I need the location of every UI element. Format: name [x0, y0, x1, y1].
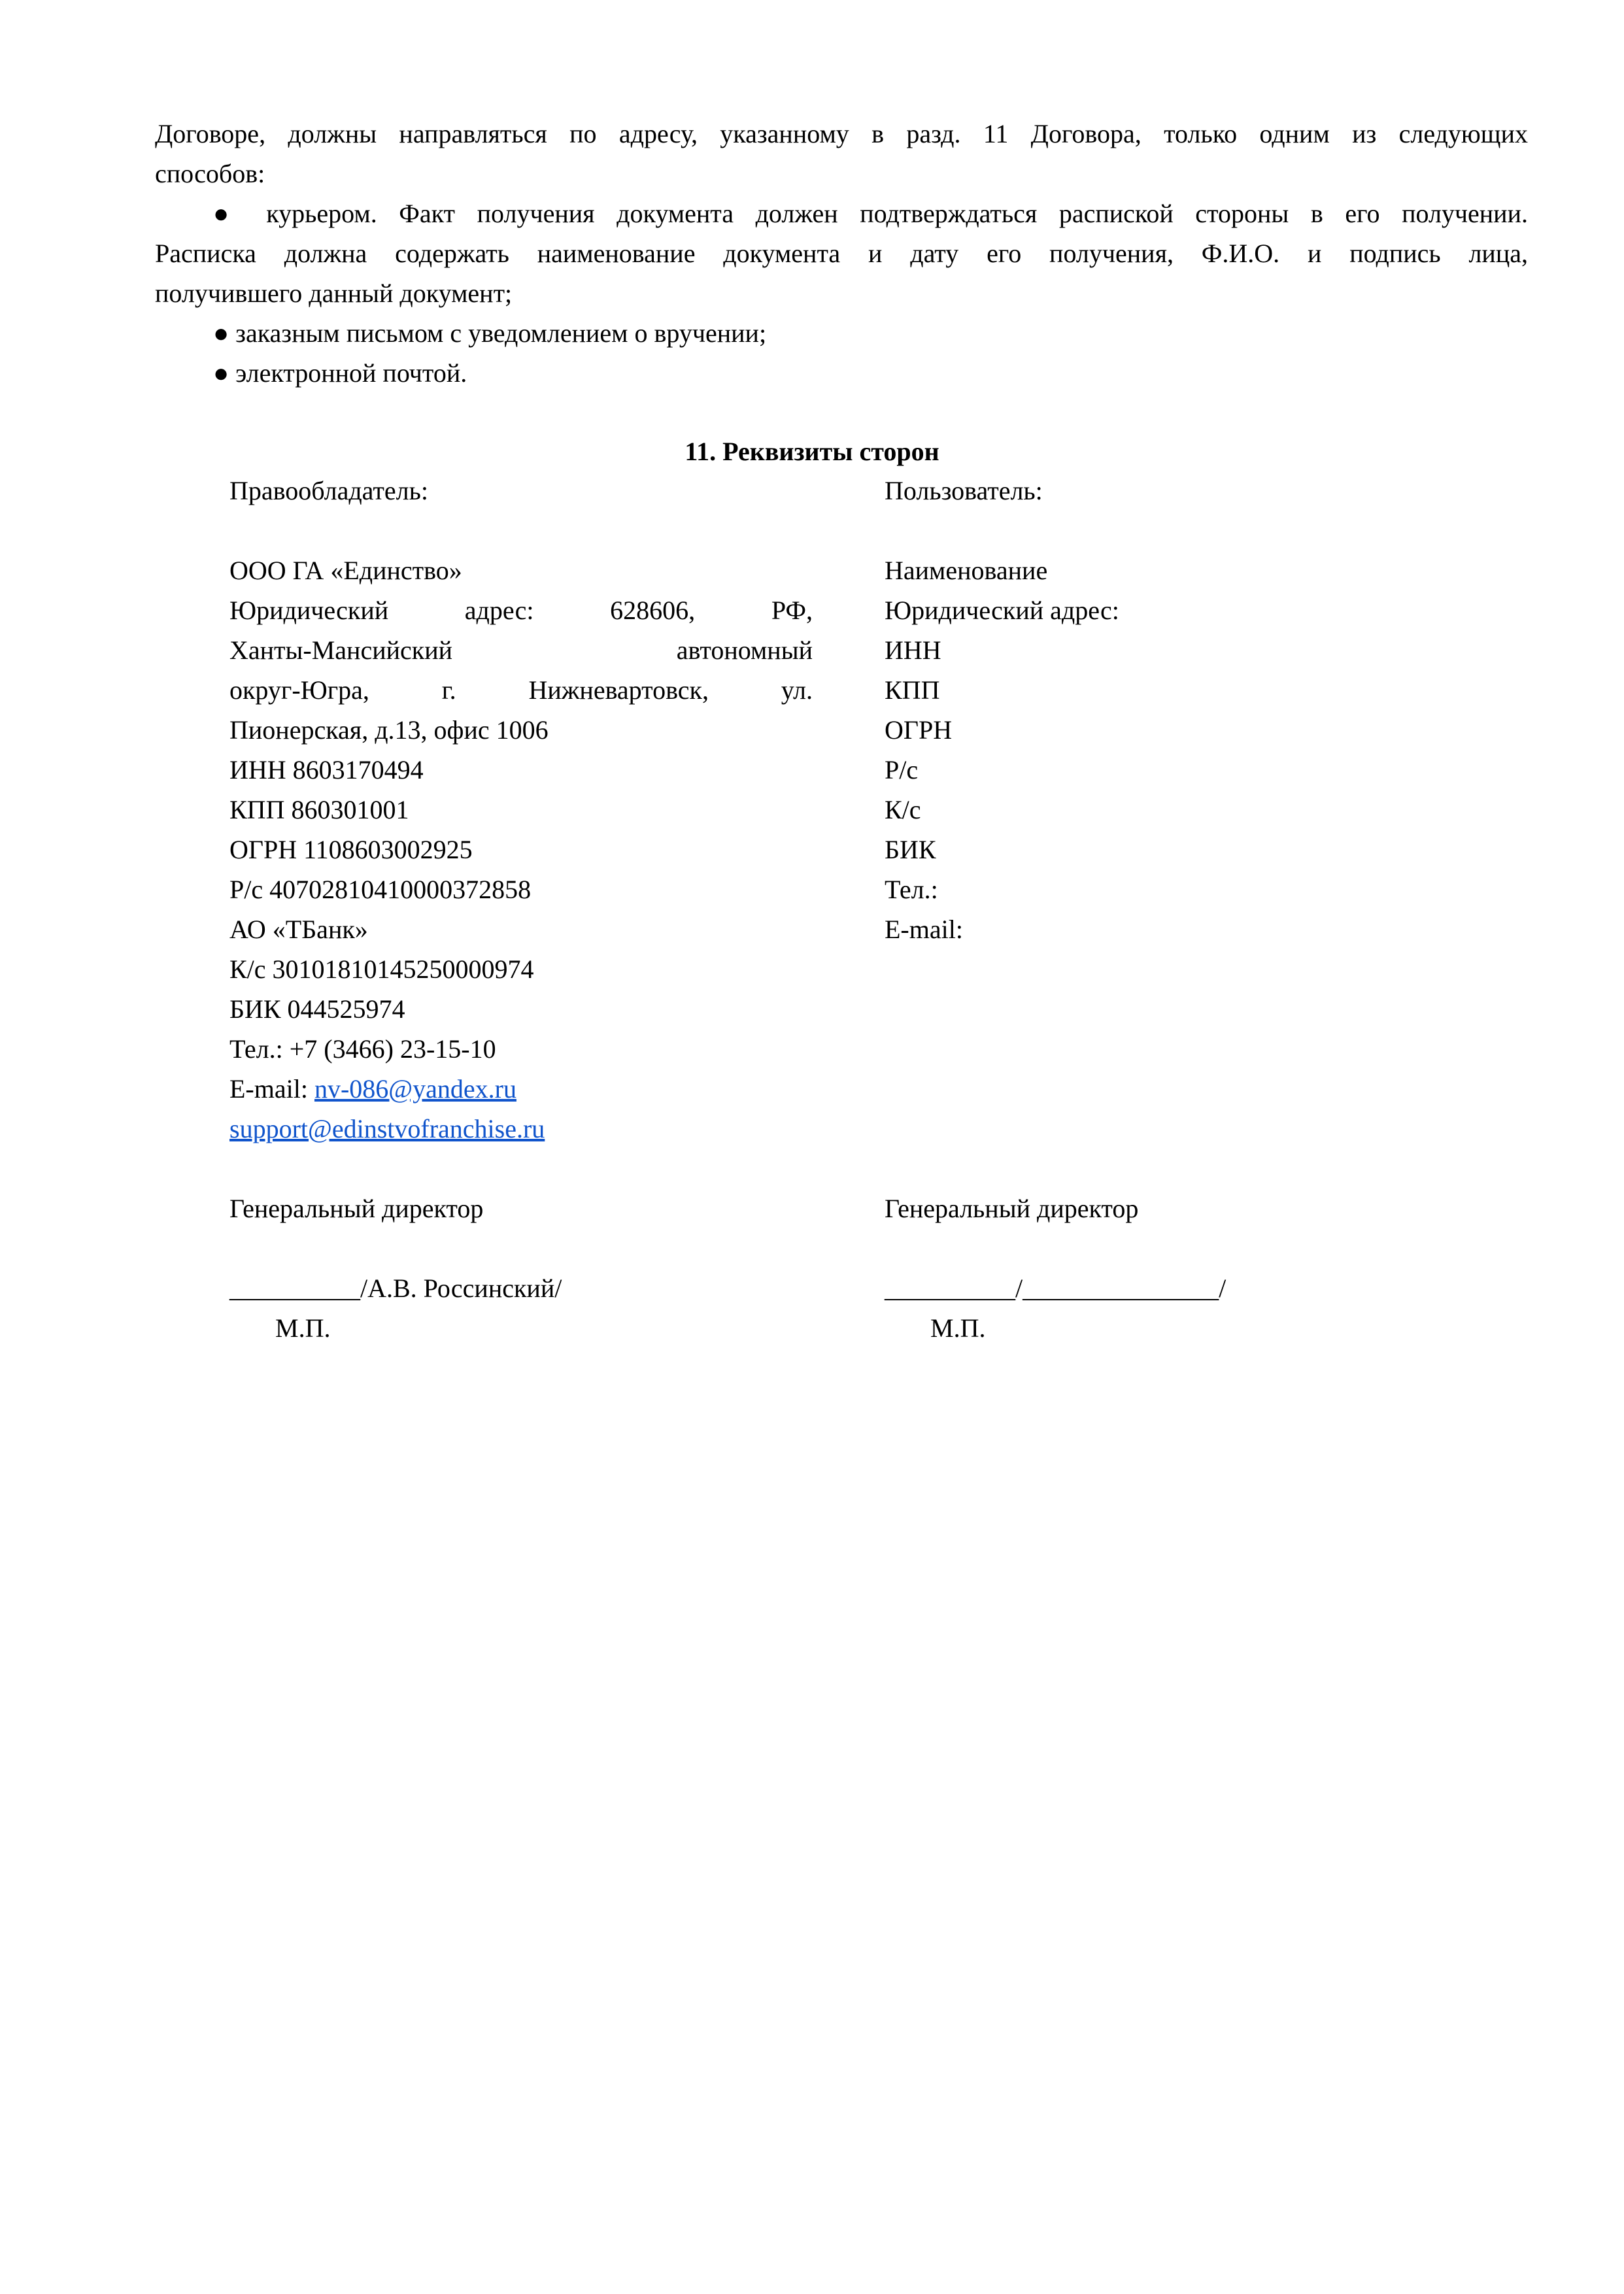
rightholder-stamp: М.П. [275, 1313, 331, 1343]
rightholder-bik: БИК 044525974 [229, 994, 405, 1024]
user-rs: Р/с [885, 755, 919, 784]
rightholder-email-row-2 [229, 1109, 813, 1149]
courier-line-2: Расписка должна содержать наименование документа и дату его получения, Ф.И.О. и подпись лица, [155, 239, 1528, 268]
rightholder-details [229, 471, 813, 1348]
bullet-courier: ● курьером. Факт получения документа должен подтверждаться распиской стороны в его получении. [213, 199, 1528, 228]
rightholder-rs: Р/с 40702810410000372858 [229, 875, 532, 904]
rightholder-tel: Тел.: +7 (3466) 23-15-10 [229, 1034, 496, 1064]
user-address: Юридический адрес: [885, 596, 1119, 625]
user-ks: К/с [885, 795, 921, 824]
rightholder-email-row [229, 1069, 813, 1109]
user-email: E-mail: [885, 915, 963, 944]
user-inn: ИНН [885, 635, 941, 665]
rightholder-address-4: Пионерская, д.13, офис 1006 [229, 715, 549, 745]
user-role: Пользователь: [885, 476, 1043, 505]
rightholder-director: Генеральный директор [229, 1194, 484, 1223]
user-ogrn: ОГРН [885, 715, 953, 745]
intro-line-2: способов: [155, 159, 265, 188]
rightholder-address-3: округ-Югра, г. Нижневартовск, ул. [229, 675, 813, 705]
intro-line-1: Договоре, должны направляться по адресу, указанному в разд. 11 Договора, только одним из следующих [155, 119, 1528, 148]
user-director: Генеральный директор [885, 1194, 1139, 1223]
user-kpp: КПП [885, 675, 940, 705]
email-label: E-mail: [229, 1074, 314, 1104]
rightholder-role: Правообладатель: [229, 476, 428, 505]
rightholder-signature: __________/А.В. Россинский/ [229, 1274, 562, 1303]
user-details [885, 471, 1473, 1348]
rightholder-ks: К/с 30101810145250000974 [229, 954, 534, 984]
bullet-email: ● электронной почтой. [213, 358, 467, 388]
rightholder-org: ООО ГА «Единство» [229, 556, 462, 585]
user-signature: __________/_______________/ [885, 1274, 1226, 1303]
courier-line-3: получившего данный документ; [155, 278, 513, 308]
email-link-primary[interactable]: nv-086@yandex.ru [314, 1074, 516, 1104]
user-stamp: М.П. [930, 1313, 986, 1343]
bullet-registered-mail: ● заказным письмом с уведомлением о вручении; [213, 318, 767, 348]
rightholder-ogrn: ОГРН 1108603002925 [229, 835, 473, 864]
user-name: Наименование [885, 556, 1048, 585]
rightholder-address-2: Ханты-Мансийский автономный [229, 635, 813, 665]
rightholder-inn: ИНН 8603170494 [229, 755, 424, 784]
section-title: 11. Реквизиты сторон [685, 437, 939, 466]
email-link-support[interactable]: support@edinstvofranchise.ru [229, 1114, 545, 1143]
user-tel: Тел.: [885, 875, 938, 904]
rightholder-bank: АО «ТБанк» [229, 915, 368, 944]
rightholder-address-1: Юридический адрес: 628606, РФ, [229, 596, 813, 625]
user-bik: БИК [885, 835, 936, 864]
rightholder-kpp: КПП 860301001 [229, 795, 409, 824]
